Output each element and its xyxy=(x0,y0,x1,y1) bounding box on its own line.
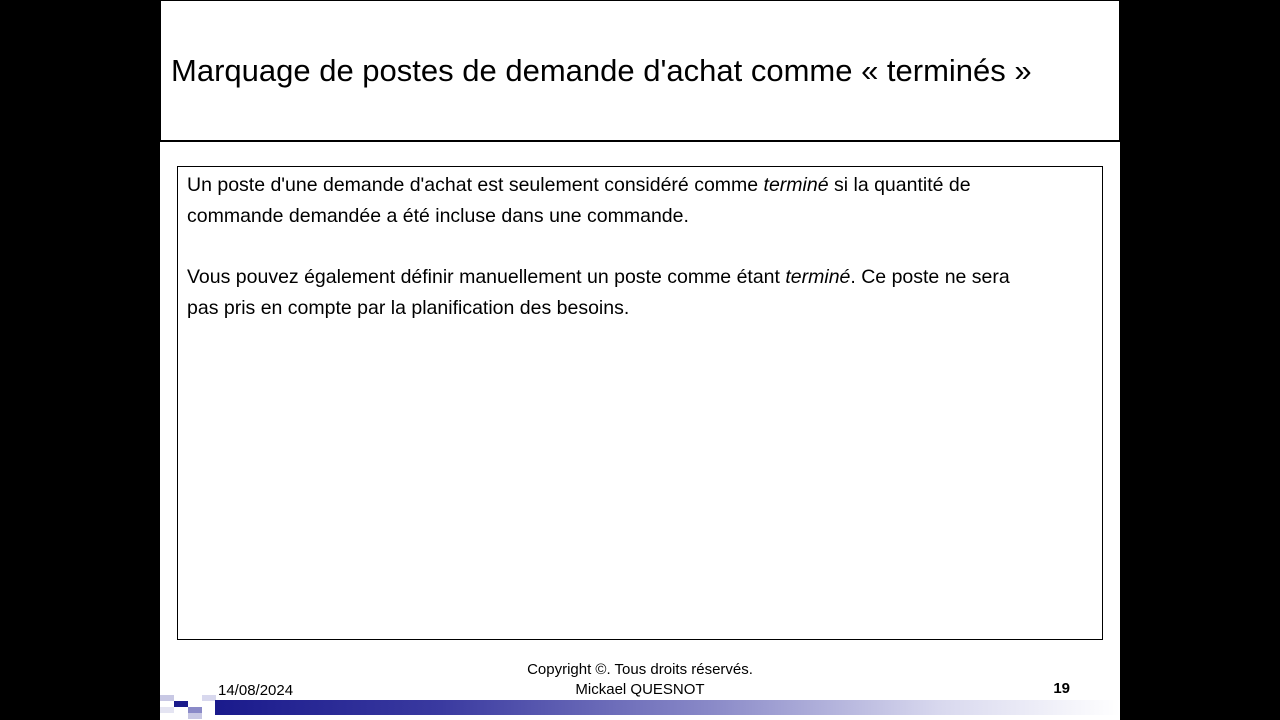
paragraph-text: si la quantité de xyxy=(828,174,971,196)
footer-gradient-bar xyxy=(215,700,1120,715)
paragraph-text: . Ce poste ne sera xyxy=(850,266,1010,288)
title-area xyxy=(160,0,1120,142)
paragraph-text: Vous pouvez également définir manuellement un poste comme étant xyxy=(187,266,786,288)
paragraph-text: Un poste d'une demande d'achat est seulement considéré comme xyxy=(187,174,764,196)
paragraph-emphasis: terminé xyxy=(785,266,851,288)
slide xyxy=(160,0,1120,720)
author-line: Mickael QUESNOT xyxy=(575,681,705,698)
paragraph-emphasis: terminé xyxy=(763,174,829,196)
footer-date: 14/08/2024 xyxy=(218,682,294,699)
content-box xyxy=(177,166,1103,640)
slide-title: Marquage de postes de demande d'achat comme « terminés » xyxy=(171,53,1032,88)
paragraph-text: commande demandée a été incluse dans une commande. xyxy=(187,205,689,227)
paragraph-completed-definition xyxy=(187,170,971,232)
copyright-line: Copyright ©. Tous droits réservés. xyxy=(527,661,753,678)
paragraph-manual-completion xyxy=(187,262,1010,324)
paragraph-text: pas pris en compte par la planification des besoins. xyxy=(187,297,630,319)
footer-copyright xyxy=(480,660,800,700)
page-number: 19 xyxy=(1053,680,1070,697)
